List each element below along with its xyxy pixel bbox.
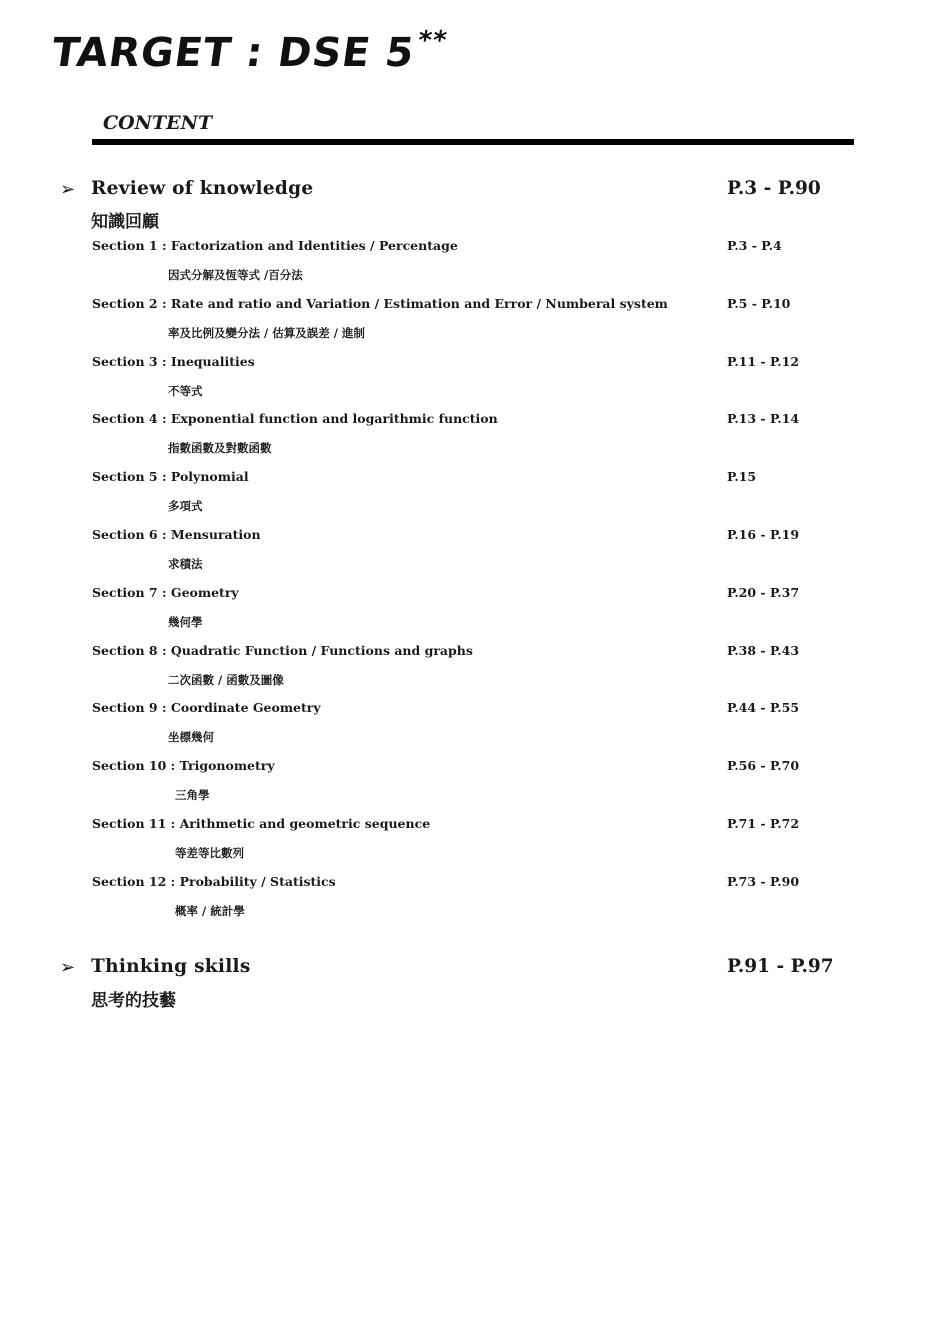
section-title: Section 1 : Factorization and Identities / Percentage	[92, 238, 458, 253]
section-title-cn: 不等式	[168, 383, 203, 398]
section-title-cn: 多項式	[168, 499, 203, 514]
section-pages: P.20 - P.37	[727, 584, 800, 600]
section-pages: P.56 - P.70	[727, 758, 800, 774]
part-bullet-icon: ➢	[60, 957, 76, 978]
section-title-cn: 等差等比數列	[175, 846, 244, 860]
section-title-cn: 率及比例及變分法 / 估算及誤差 / 進制	[168, 325, 365, 340]
section-pages: P.15	[727, 469, 757, 485]
section-title: Section 3 : Inequalities	[92, 353, 255, 369]
section-title-cn: 坐標幾何	[168, 730, 214, 745]
section-title-cn: 概率 / 統計學	[175, 903, 245, 918]
section-pages: P.5 - P.10	[727, 295, 791, 311]
heading-rule	[92, 139, 854, 145]
section-title: Section 6 : Mensuration	[92, 527, 261, 542]
section-title-cn: 幾何學	[168, 614, 203, 629]
section-title: Section 8 : Quadratic Function / Functions and graphs	[92, 642, 473, 658]
section-title: Section 12 : Probability / Statistics	[92, 873, 336, 889]
section-title-cn: 指數函數及對數函數	[168, 441, 272, 456]
section-title-cn: 求積法	[168, 557, 203, 571]
part-title-cn-thinking: 思考的技藝	[91, 991, 176, 1011]
section-pages: P.44 - P.55	[727, 700, 800, 716]
section-title: Section 4 : Exponential function and logarithmic function	[92, 411, 498, 427]
content-heading: CONTENT	[103, 112, 213, 134]
section-pages: P.13 - P.14	[727, 411, 800, 427]
section-title: Section 9 : Coordinate Geometry	[92, 700, 321, 716]
section-title: Section 10 : Trigonometry	[92, 758, 275, 774]
section-pages: P.71 - P.72	[727, 816, 800, 831]
logo-text: TARGET : DSE 5	[48, 30, 418, 76]
part-title-review: Review of knowledge	[91, 178, 314, 199]
part-bullet-icon: ➢	[60, 179, 76, 200]
section-pages: P.11 - P.12	[727, 353, 800, 369]
section-title: Section 2 : Rate and ratio and Variation / Estimation and Error / Numberal system	[92, 295, 668, 311]
part-pages-thinking: P.91 - P.97	[727, 956, 834, 977]
section-title-cn: 因式分解及恆等式 /百分法	[168, 268, 303, 282]
section-pages: P.3 - P.4	[727, 238, 782, 253]
section-title: Section 7 : Geometry	[92, 584, 239, 600]
section-pages: P.16 - P.19	[727, 527, 800, 542]
part-pages-review: P.3 - P.90	[727, 178, 821, 199]
logo-stars: **	[415, 26, 450, 56]
section-title-cn: 三角學	[175, 788, 210, 803]
part-title-thinking: Thinking skills	[91, 956, 251, 977]
section-title: Section 11 : Arithmetic and geometric sequence	[92, 816, 431, 831]
section-pages: P.73 - P.90	[727, 873, 800, 889]
section-title-cn: 二次函數 / 函數及圖像	[168, 672, 284, 687]
target-dse-logo	[48, 26, 450, 76]
section-title: Section 5 : Polynomial	[92, 469, 249, 485]
section-pages: P.38 - P.43	[727, 642, 800, 658]
part-title-cn-review: 知識回顧	[91, 212, 159, 232]
